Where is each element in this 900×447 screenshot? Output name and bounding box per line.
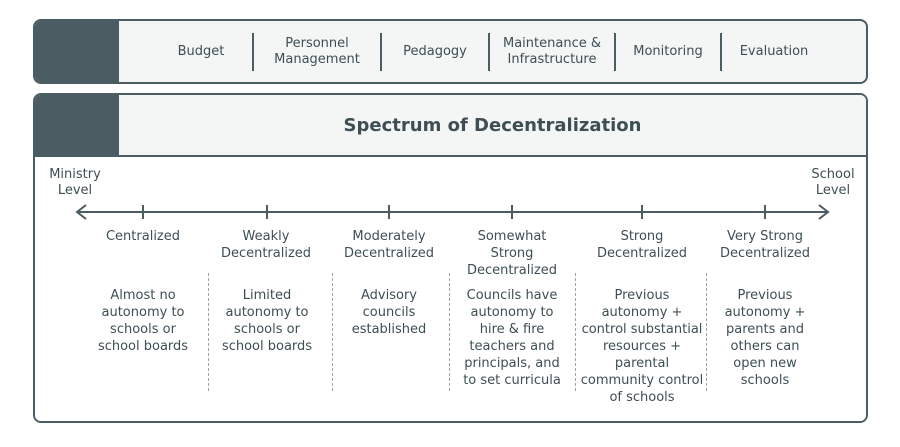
policy-area-monitoring: Monitoring — [633, 43, 703, 59]
level-description-weakly-decentralized: Limited autonomy to schools or school boards — [221, 288, 313, 354]
column-divider — [706, 273, 707, 391]
level-name-centralized: Centralized — [105, 229, 181, 244]
level-description-centralized: Almost no autonomy to schools or school boards — [97, 288, 189, 354]
column-divider — [208, 273, 209, 391]
spectrum-panel — [33, 93, 868, 423]
level-description-strong-decentralized: Previous autonomy + control substantial resources + parental community control of schools — [580, 288, 704, 405]
policy-area-maintenance-infrastructure: Maintenance & Infrastructure — [503, 35, 601, 67]
level-name-strong-decentralized: Strong Decentralized — [596, 229, 688, 261]
policy-area-personnel-management: Personnel Management — [274, 35, 360, 67]
ministry-level-label: Ministry Level — [49, 167, 101, 198]
page-title: Spectrum of Decentralization — [343, 114, 642, 136]
level-description-very-strong-decentralized: Previous autonomy + parents and others can open new schools — [724, 288, 806, 388]
level-name-moderately-decentralized: Moderately Decentralized — [343, 229, 435, 261]
policy-area-evaluation: Evaluation — [739, 43, 809, 59]
column-divider — [449, 273, 450, 391]
level-name-very-strong-decentralized: Very Strong Decentralized — [719, 229, 811, 261]
school-level-label: School Level — [811, 167, 855, 198]
level-description-somewhat-strong-decentralized: Councils have autonomy to hire & fire teachers and principals, and to set curricula — [463, 288, 561, 388]
level-name-weakly-decentralized: Weakly Decentralized — [220, 229, 312, 261]
policy-area-budget: Budget — [177, 43, 225, 59]
top-dark-tab — [35, 21, 119, 82]
level-description-moderately-decentralized: Advisory councils established — [351, 288, 427, 337]
policy-areas-bar — [33, 19, 868, 84]
column-divider — [332, 273, 333, 391]
column-divider — [575, 273, 576, 391]
level-name-somewhat-strong-decentralized: Somewhat Strong Decentralized — [466, 229, 558, 278]
policy-area-pedagogy: Pedagogy — [403, 43, 467, 59]
